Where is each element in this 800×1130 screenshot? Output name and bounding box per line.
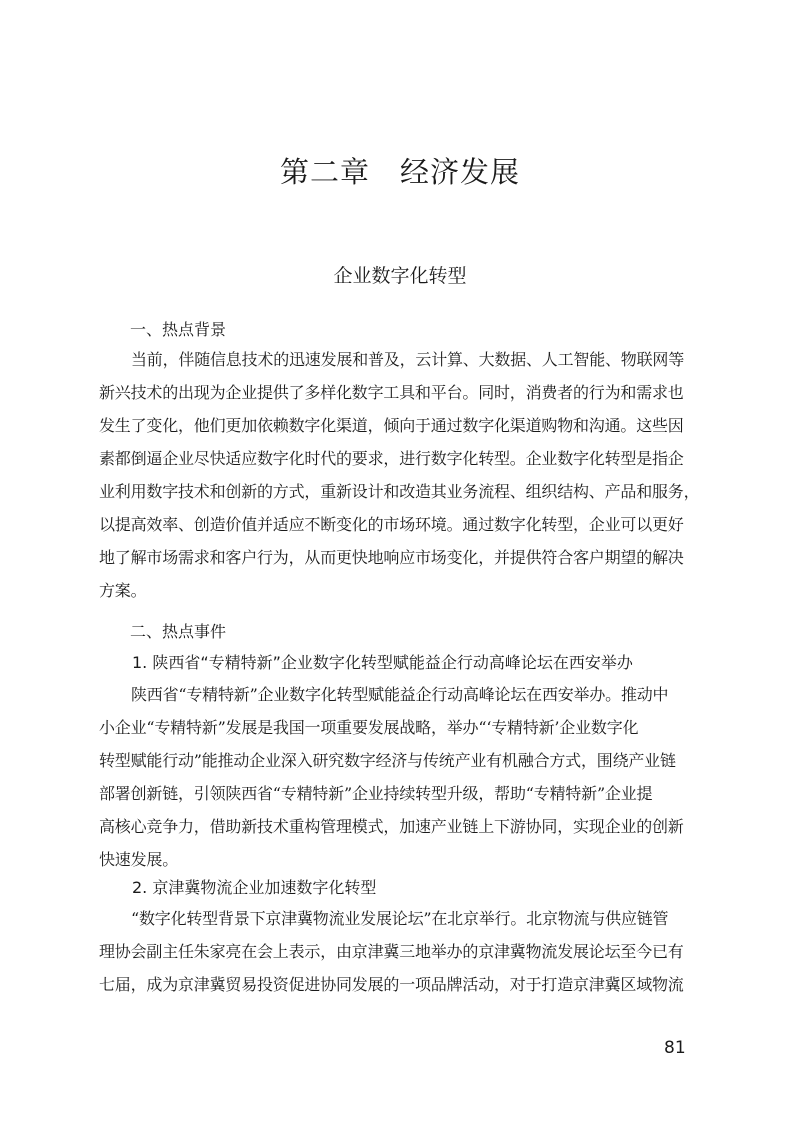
paragraph-line: 当前，伴随信息技术的迅速发展和普及，云计算、大数据、人工智能、物联网等 bbox=[131, 350, 685, 369]
event2-paragraph bbox=[99, 902, 699, 1001]
paragraph-line: 地了解市场需求和客户行为，从而更快地响应市场变化，并提供符合客户期望的解决 bbox=[99, 548, 684, 567]
heading-events: 二、热点事件 bbox=[130, 622, 227, 641]
paragraph-line: 理协会副主任朱家亮在会上表示，由京津冀三地举办的京津冀物流发展论坛至今已有 bbox=[99, 942, 684, 961]
paragraph-line: 方案。 bbox=[99, 581, 147, 600]
paragraph-line: 素都倒逼企业尽快适应数字化时代的要求，进行数字化转型。企业数字化转型是指企 bbox=[99, 449, 684, 468]
paragraph-line: 小企业“专精特新”发展是我国一项重要发展战略，举办“‘专精特新’企业数字化 bbox=[99, 718, 639, 737]
paragraph-line: 发生了变化，他们更加依赖数字化渠道，倾向于通过数字化渠道购物和沟通。这些因 bbox=[99, 416, 684, 435]
paragraph-line: 以提高效率、创造价值并适应不断变化的市场环境。通过数字化转型，企业可以更好 bbox=[99, 515, 684, 534]
paragraph-line: 转型赋能行动”能推动企业深入研究数字经济与传统产业有机融合方式，围绕产业链 bbox=[99, 751, 676, 770]
chapter-title: 第二章 经济发展 bbox=[279, 155, 520, 189]
background-paragraph bbox=[99, 343, 699, 607]
paragraph-line: 陕西省“专精特新”企业数字化转型赋能益企行动高峰论坛在西安举办。推动中 bbox=[131, 685, 669, 704]
paragraph-line: 快速发展。 bbox=[99, 850, 179, 869]
heading-background: 一、热点背景 bbox=[130, 320, 227, 339]
event2-title: 2. 京津冀物流企业加速数字化转型 bbox=[132, 878, 377, 897]
paragraph-line: 业利用数字技术和创新的方式，重新设计和改造其业务流程、组织结构、产品和服务， bbox=[99, 482, 700, 501]
paragraph-line: 高核心竞争力，借助新技术重构管理模式，加速产业链上下游协同，实现企业的创新 bbox=[99, 817, 684, 836]
event1-paragraph bbox=[99, 678, 699, 876]
paragraph-line: 部署创新链，引领陕西省“专精特新”企业持续转型升级，帮助“专精特新”企业提 bbox=[99, 784, 653, 803]
paragraph-line: “数字化转型背景下京津冀物流业发展论坛”在北京举行。北京物流与供应链管 bbox=[131, 909, 669, 928]
page-number: 81 bbox=[664, 1038, 686, 1058]
paragraph-line: 七届，成为京津冀贸易投资促进协同发展的一项品牌活动，对于打造京津冀区域物流 bbox=[99, 975, 684, 994]
event1-title: 1. 陕西省“专精特新”企业数字化转型赋能益企行动高峰论坛在西安举办 bbox=[132, 653, 633, 672]
section-title: 企业数字化转型 bbox=[333, 265, 467, 287]
paragraph-line: 新兴技术的出现为企业提供了多样化数字工具和平台。同时，消费者的行为和需求也 bbox=[99, 383, 684, 402]
